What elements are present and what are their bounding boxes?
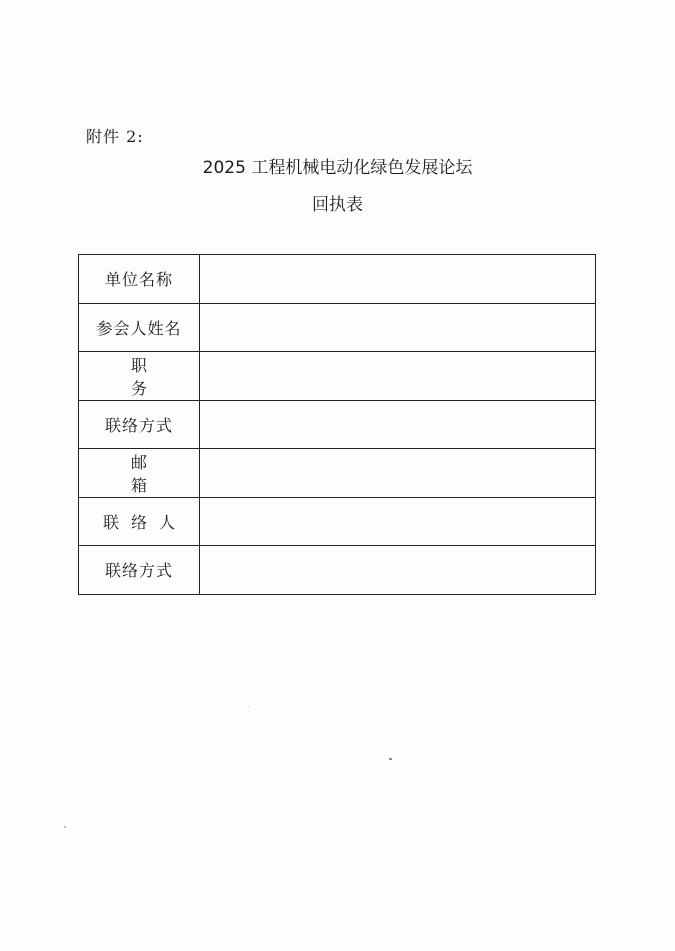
form-row-attendee <box>79 303 596 352</box>
label-position: 职务 <box>130 355 177 398</box>
form-row-position <box>79 352 596 401</box>
position-field[interactable] <box>200 352 596 401</box>
contact-method-field[interactable] <box>200 400 596 449</box>
scan-speck <box>64 826 66 828</box>
label-email: 邮箱 <box>130 452 177 495</box>
row-label-cell <box>79 303 200 352</box>
attendee-name-field[interactable] <box>200 303 596 352</box>
form-row-contact-method-2 <box>79 546 596 595</box>
scan-speck <box>248 706 249 707</box>
scan-speck <box>389 758 392 760</box>
document-title: 2025 工程机械电动化绿色发展论坛 <box>202 158 473 178</box>
document-subtitle: 回执表 <box>312 195 363 215</box>
reply-form-table <box>78 254 596 595</box>
contact-person-field[interactable] <box>200 497 596 546</box>
label-contact-method-2: 联络方式 <box>104 561 173 581</box>
label-contact-method: 联络方式 <box>104 415 173 435</box>
label-contact-person: 联络人 <box>102 512 187 532</box>
row-label-cell <box>79 255 200 304</box>
row-label-cell <box>79 400 200 449</box>
row-label-cell <box>79 497 200 546</box>
row-label-cell <box>79 352 200 401</box>
label-organization-name: 单位名称 <box>104 270 173 290</box>
organization-name-field[interactable] <box>200 255 596 304</box>
form-row-contact-method <box>79 400 596 449</box>
email-field[interactable] <box>200 449 596 498</box>
row-label-cell <box>79 546 200 595</box>
form-row-contact-person <box>79 497 596 546</box>
attachment-label: 附件 2: <box>86 127 144 146</box>
row-label-cell <box>79 449 200 498</box>
form-row-organization <box>79 255 596 304</box>
form-row-email <box>79 449 596 498</box>
label-attendee-name: 参会人姓名 <box>96 318 182 338</box>
contact-method-field-2[interactable] <box>200 546 596 595</box>
